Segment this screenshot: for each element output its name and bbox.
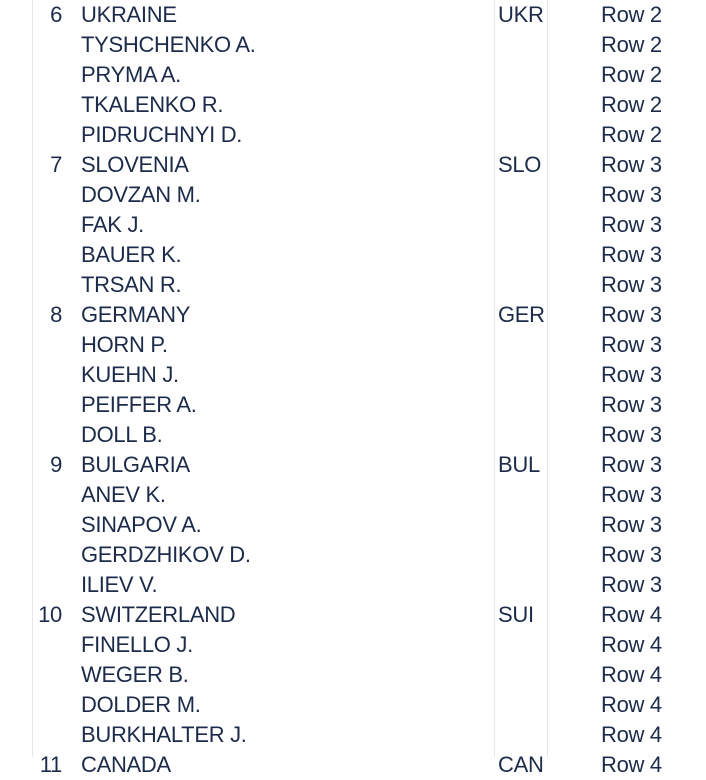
start-row-cell: Row 3	[601, 272, 662, 297]
table-row	[0, 90, 706, 120]
start-row-cell: Row 4	[601, 662, 662, 687]
name-cell: BURKHALTER J.	[81, 722, 247, 747]
table-row	[0, 690, 706, 720]
name-cell: GERDZHIKOV D.	[81, 542, 251, 567]
name-cell: CANADA	[81, 752, 171, 777]
start-row-cell: Row 2	[601, 122, 662, 147]
table-row	[0, 120, 706, 150]
name-cell: TYSHCHENKO A.	[81, 32, 256, 57]
start-row-cell: Row 3	[601, 212, 662, 237]
start-row-cell: Row 3	[601, 452, 662, 477]
start-row-cell: Row 3	[601, 422, 662, 447]
name-cell: FINELLO J.	[81, 632, 193, 657]
name-cell: ANEV K.	[81, 482, 166, 507]
nation-cell: UKR	[498, 2, 544, 27]
table-row	[0, 30, 706, 60]
name-cell: PIDRUCHNYI D.	[81, 122, 243, 147]
name-cell: PEIFFER A.	[81, 392, 197, 417]
name-cell: DOLL B.	[81, 422, 163, 447]
start-row-cell: Row 4	[601, 692, 662, 717]
table-row	[0, 750, 706, 780]
table-row	[0, 300, 706, 330]
rank-cell: 9	[50, 452, 62, 477]
table-row	[0, 660, 706, 690]
start-row-cell: Row 3	[601, 242, 662, 267]
name-cell: SWITZERLAND	[81, 602, 236, 627]
table-row	[0, 60, 706, 90]
name-cell: TKALENKO R.	[81, 92, 224, 117]
start-row-cell: Row 3	[601, 362, 662, 387]
table-row	[0, 210, 706, 240]
nation-cell: SLO	[498, 152, 542, 177]
start-row-cell: Row 3	[601, 482, 662, 507]
table-row	[0, 540, 706, 570]
nation-cell: SUI	[498, 602, 534, 627]
rank-cell: 11	[39, 752, 62, 777]
table-row	[0, 570, 706, 600]
start-row-cell: Row 3	[601, 512, 662, 537]
name-cell: SLOVENIA	[81, 152, 189, 177]
rank-cell: 7	[50, 152, 62, 177]
name-cell: HORN P.	[81, 332, 168, 357]
name-cell: GERMANY	[81, 302, 191, 327]
table-row	[0, 150, 706, 180]
name-cell: FAK J.	[81, 212, 144, 237]
start-row-cell: Row 4	[601, 602, 662, 627]
start-row-cell: Row 3	[601, 392, 662, 417]
start-row-cell: Row 3	[601, 542, 662, 567]
start-row-cell: Row 3	[601, 152, 662, 177]
table-row	[0, 450, 706, 480]
name-cell: TRSAN R.	[81, 272, 182, 297]
rank-cell: 10	[38, 602, 62, 627]
nation-cell: CAN	[498, 752, 544, 777]
table-row	[0, 390, 706, 420]
start-row-cell: Row 2	[601, 32, 662, 57]
table-row	[0, 600, 706, 630]
start-row-cell: Row 4	[601, 722, 662, 747]
name-cell: UKRAINE	[81, 2, 177, 27]
start-row-cell: Row 3	[601, 332, 662, 357]
table-row	[0, 420, 706, 450]
name-cell: ILIEV V.	[81, 572, 158, 597]
table-row	[0, 270, 706, 300]
table-row	[0, 480, 706, 510]
table-row	[0, 510, 706, 540]
table-row	[0, 630, 706, 660]
start-row-cell: Row 3	[601, 572, 662, 597]
table-row	[0, 180, 706, 210]
name-cell: PRYMA A.	[81, 62, 181, 87]
name-cell: DOLDER M.	[81, 692, 201, 717]
start-row-cell: Row 2	[601, 2, 662, 27]
start-row-cell: Row 2	[601, 62, 662, 87]
table-row	[0, 330, 706, 360]
name-cell: BULGARIA	[81, 452, 190, 477]
table-row	[0, 0, 706, 30]
table-row	[0, 240, 706, 270]
name-cell: DOVZAN M.	[81, 182, 201, 207]
rank-cell: 6	[50, 2, 62, 27]
start-row-cell: Row 3	[601, 302, 662, 327]
start-row-cell: Row 3	[601, 182, 662, 207]
start-row-cell: Row 2	[601, 92, 662, 117]
name-cell: BAUER K.	[81, 242, 182, 267]
table-row	[0, 720, 706, 750]
nation-cell: GER	[498, 302, 545, 327]
nation-cell: BUL	[498, 452, 540, 477]
name-cell: SINAPOV A.	[81, 512, 202, 537]
table-row	[0, 360, 706, 390]
start-row-cell: Row 4	[601, 632, 662, 657]
rank-cell: 8	[50, 302, 62, 327]
name-cell: KUEHN J.	[81, 362, 179, 387]
name-cell: WEGER B.	[81, 662, 189, 687]
start-row-cell: Row 4	[601, 752, 662, 777]
